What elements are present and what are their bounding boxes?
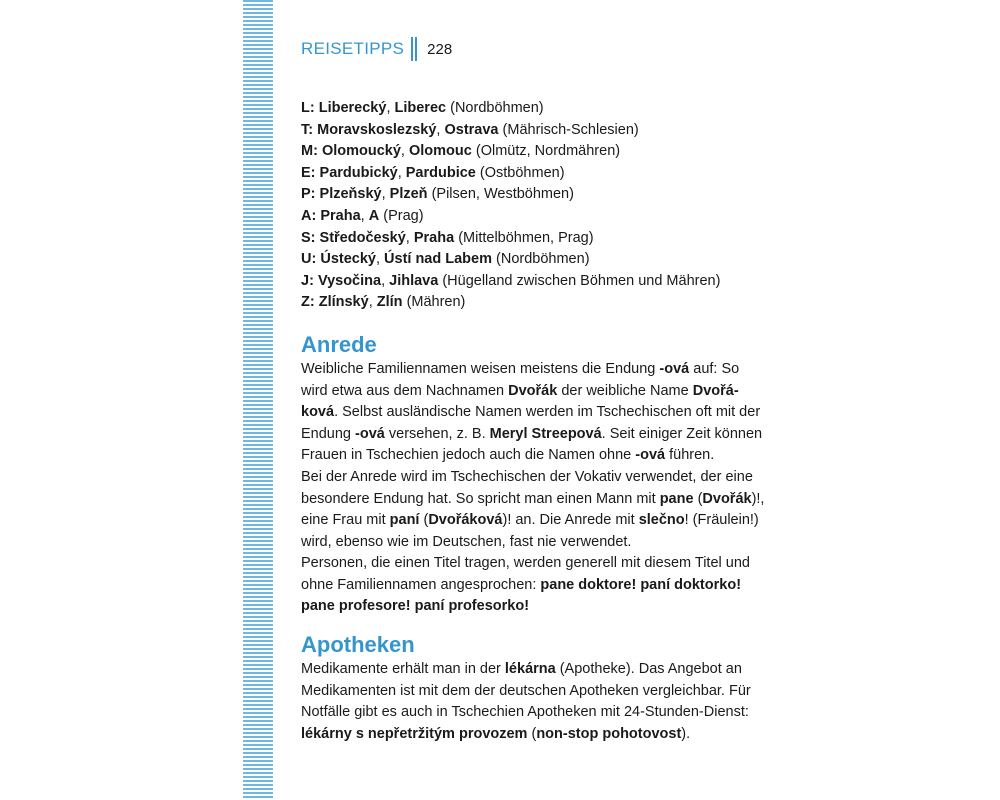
region-item: U: Ústecký, Ústí nad Labem (Nordböhmen)	[301, 251, 590, 268]
paragraph-apotheken	[301, 659, 761, 745]
page-content	[301, 98, 765, 745]
text-line: wird, ebenso wie im Deutschen, fast nie verwendet.	[301, 533, 632, 550]
heading-anrede: Anrede	[301, 331, 377, 357]
text-line: ohne Familiennamen angesprochen: pane doktore! paní doktorko!	[301, 576, 742, 593]
text-line: Frauen in Tschechien jedoch auch die Namen ohne -ová führen.	[301, 447, 715, 464]
text-line: eine Frau mit paní (Dvořáková)! an. Die Anrede mit slečno! (Fräulein!)	[301, 512, 759, 529]
region-item: T: Moravskoslezský, Ostrava (Mährisch-Schlesien)	[301, 121, 639, 138]
text-line: besondere Endung hat. So spricht man einen Mann mit pane (Dvořák)!,	[301, 490, 765, 507]
region-item: P: Plzeňský, Plzeň (Pilsen, Westböhmen)	[301, 186, 574, 203]
text-line: Personen, die einen Titel tragen, werden generell mit diesem Titel und	[301, 555, 750, 572]
text-line: Medikamente erhält man in der lékárna (Apotheke). Das Angebot an	[301, 661, 742, 678]
section-label: REISETIPPS	[301, 39, 405, 58]
region-item: Z: Zlínský, Zlín (Mähren)	[301, 294, 466, 311]
region-item: S: Středočeský, Praha (Mittelböhmen, Prag)	[301, 229, 594, 246]
text-line: Weibliche Familiennamen weisen meistens die Endung -ová auf: So	[301, 360, 740, 377]
decorative-stripe-border	[243, 0, 273, 800]
text-line: Bei der Anrede wird im Tschechischen der Vokativ verwendet, der eine	[301, 468, 753, 485]
header-divider	[411, 37, 413, 61]
region-list	[301, 98, 761, 314]
region-item: E: Pardubický, Pardubice (Ostböhmen)	[301, 164, 565, 181]
heading-apotheken: Apotheken	[301, 632, 415, 658]
region-item: L: Liberecký, Liberec (Nordböhmen)	[301, 100, 544, 116]
page-number: 228	[427, 40, 453, 58]
text-line: Endung -ová versehen, z. B. Meryl Streepová. Seit einiger Zeit können	[301, 425, 763, 442]
region-item: J: Vysočina, Jihlava (Hügelland zwischen Böhmen und Mähren)	[301, 272, 721, 289]
text-line: lékárny s nepřetržitým provozem (non-stop pohotovost).	[301, 725, 691, 742]
text-line: Notfälle gibt es auch in Tschechien Apotheken mit 24-Stunden-Dienst:	[301, 704, 749, 721]
text-line: pane profesore! paní profesorko!	[301, 598, 530, 615]
region-item: M: Olomoucký, Olomouc (Olmütz, Nordmähren)	[301, 143, 621, 160]
text-line: Medikamenten ist mit dem der deutschen Apotheken vergleichbar. Für	[301, 682, 751, 699]
page-header	[301, 36, 452, 62]
text-line: ková. Selbst ausländische Namen werden im Tschechischen oft mit der	[301, 404, 761, 421]
text-line: wird etwa aus dem Nachnamen Dvořák der weibliche Name Dvořá-	[301, 382, 739, 399]
paragraph-anrede	[301, 359, 765, 618]
region-item: A: Praha, A (Prag)	[301, 207, 424, 224]
